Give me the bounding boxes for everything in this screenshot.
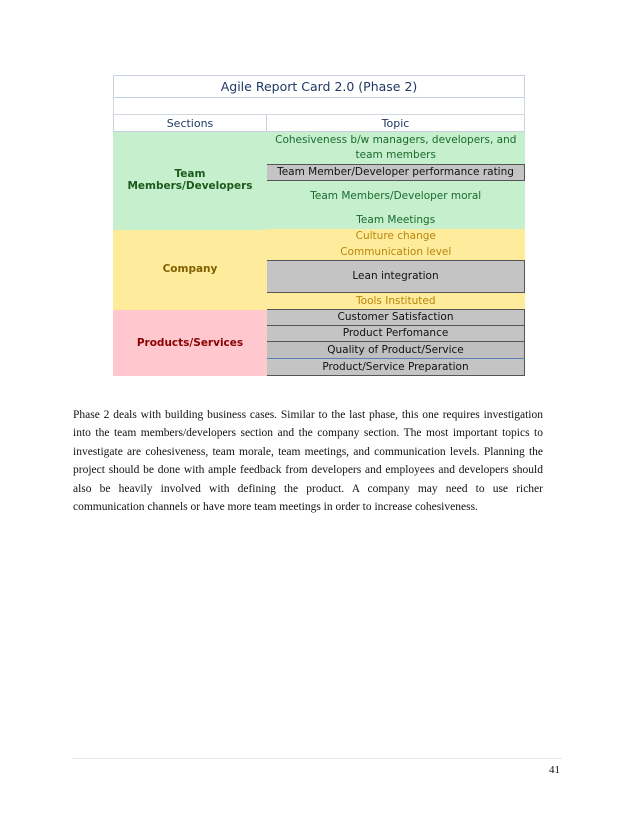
topic-cell: Customer Satisfaction <box>267 310 525 326</box>
blank-row <box>114 98 525 115</box>
topic-cell: Team Member/Developer performance rating <box>267 165 525 181</box>
topic-cell: Lean integration <box>267 261 525 293</box>
topic-cell: Product Perfomance <box>267 326 525 342</box>
topic-cell: Product/Service Preparation <box>267 359 525 376</box>
body-paragraph: Phase 2 deals with building business cases. Similar to the last phase, this one requires investigation into the team members/developers section and the company section. The most important topics to investigate are cohesiveness, team morale, team meetings, and communication levels. Planning the project should be done with ample feedback from developers and employees and developers should also be heavily involved with defining the product. A company may need to use richer communication channels or have more team meetings in order to increase cohesiveness. <box>73 409 543 514</box>
topic-header: Topic <box>267 115 525 132</box>
page-number: 41 <box>549 764 560 776</box>
topic-cell: Quality of Product/Service <box>267 342 525 359</box>
footer-divider <box>72 758 562 759</box>
topic-cell: Cohesiveness b/w managers, developers, and team members <box>267 132 525 165</box>
section-company: Company <box>114 229 267 310</box>
sections-header: Sections <box>114 115 267 132</box>
section-team-members: Team Members/Developers <box>114 132 267 230</box>
topic-cell: Team Members/Developer moral <box>267 181 525 213</box>
section-products-services: Products/Services <box>114 310 267 376</box>
topic-cell: Culture change <box>267 229 525 244</box>
agile-report-card-table <box>113 75 525 376</box>
topic-cell: Team Meetings <box>267 212 525 229</box>
table-title: Agile Report Card 2.0 (Phase 2) <box>114 76 525 98</box>
topic-cell: Communication level <box>267 244 525 261</box>
topic-cell: Tools Instituted <box>267 293 525 310</box>
